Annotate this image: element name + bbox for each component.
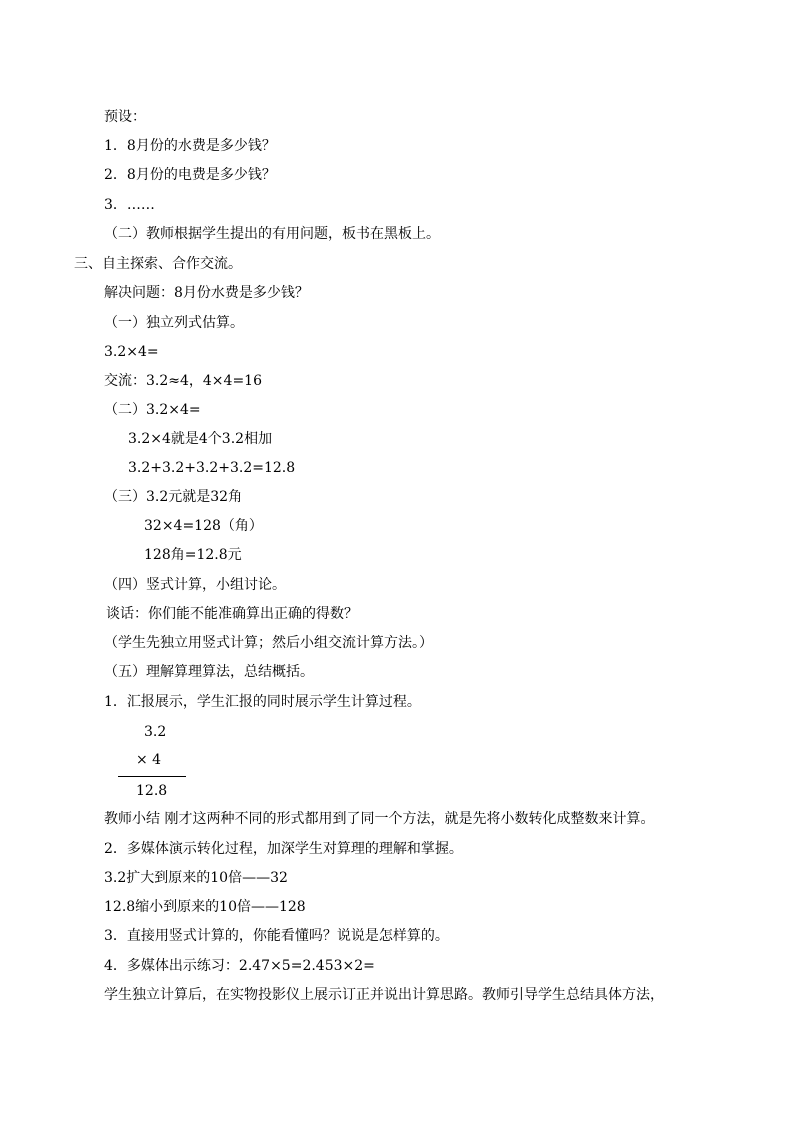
step-3-conversion: 128角=12.8元 — [144, 547, 242, 563]
student-activity-note: （学生先独立用竖式计算；然后小组交流计算方法。） — [104, 635, 433, 651]
section-3-heading: 三、自主探索、合作交流。 — [74, 256, 242, 272]
step-5-heading: （五）理解算理算法，总结概括。 — [104, 664, 314, 680]
step-2-heading: （二）3.2×4= — [104, 402, 201, 418]
question-3: 3．…… — [104, 197, 155, 213]
conversion-shrink: 12.8缩小到原来的10倍——128 — [104, 899, 306, 915]
vertical-calc-product: 12.8 — [136, 783, 168, 799]
vertical-calc-multiplier: × 4 — [136, 752, 162, 768]
item-3-direct: 3．直接用竖式计算的，你能看懂吗？说说是怎样算的。 — [104, 928, 449, 944]
item-2-multimedia: 2．多媒体演示转化过程，加深学生对算理的理解和掌握。 — [104, 841, 463, 857]
vertical-calc-multiplicand: 3.2 — [144, 724, 167, 740]
teacher-summary: 教师小结 刚才这两种不同的形式都用到了同一个方法，就是先将小数转化成整数来计算。 — [104, 811, 655, 827]
step-2-addition: 3.2+3.2+3.2+3.2=12.8 — [128, 460, 296, 476]
exchange-estimate: 交流：3.2≈4，4×4=16 — [104, 373, 262, 389]
section-2-note: （二）教师根据学生提出的有用问题，板书在黑板上。 — [104, 226, 440, 242]
item-1-report: 1．汇报展示，学生汇报的同时展示学生计算过程。 — [104, 694, 421, 710]
problem-statement: 解决问题：8月份水费是多少钱？ — [104, 285, 309, 301]
question-2: 2．8月份的电费是多少钱？ — [104, 167, 276, 183]
step-2-explanation: 3.2×4就是4个3.2相加 — [128, 431, 273, 447]
question-1: 1．8月份的水费是多少钱？ — [104, 138, 276, 154]
dialogue-question: 谈话：你们能不能准确算出正确的得数？ — [106, 606, 358, 622]
preset-heading: 预设： — [104, 109, 146, 125]
step-3-heading: （三）3.2元就是32角 — [104, 489, 243, 505]
step-3-multiplication: 32×4=128（角） — [144, 518, 263, 534]
expression-1: 3.2×4= — [104, 344, 159, 360]
item-4-exercise: 4．多媒体出示练习：2.47×5=2.453×2= — [104, 958, 375, 974]
closing-paragraph: 学生独立计算后，在实物投影仪上展示订正并说出计算思路。教师引导学生总结具体方法， — [104, 987, 664, 1003]
vertical-calc-rule — [118, 776, 186, 777]
conversion-enlarge: 3.2扩大到原来的10倍——32 — [104, 870, 288, 886]
step-4-heading: （四）竖式计算，小组讨论。 — [104, 577, 286, 593]
step-1-heading: （一）独立列式估算。 — [104, 315, 244, 331]
